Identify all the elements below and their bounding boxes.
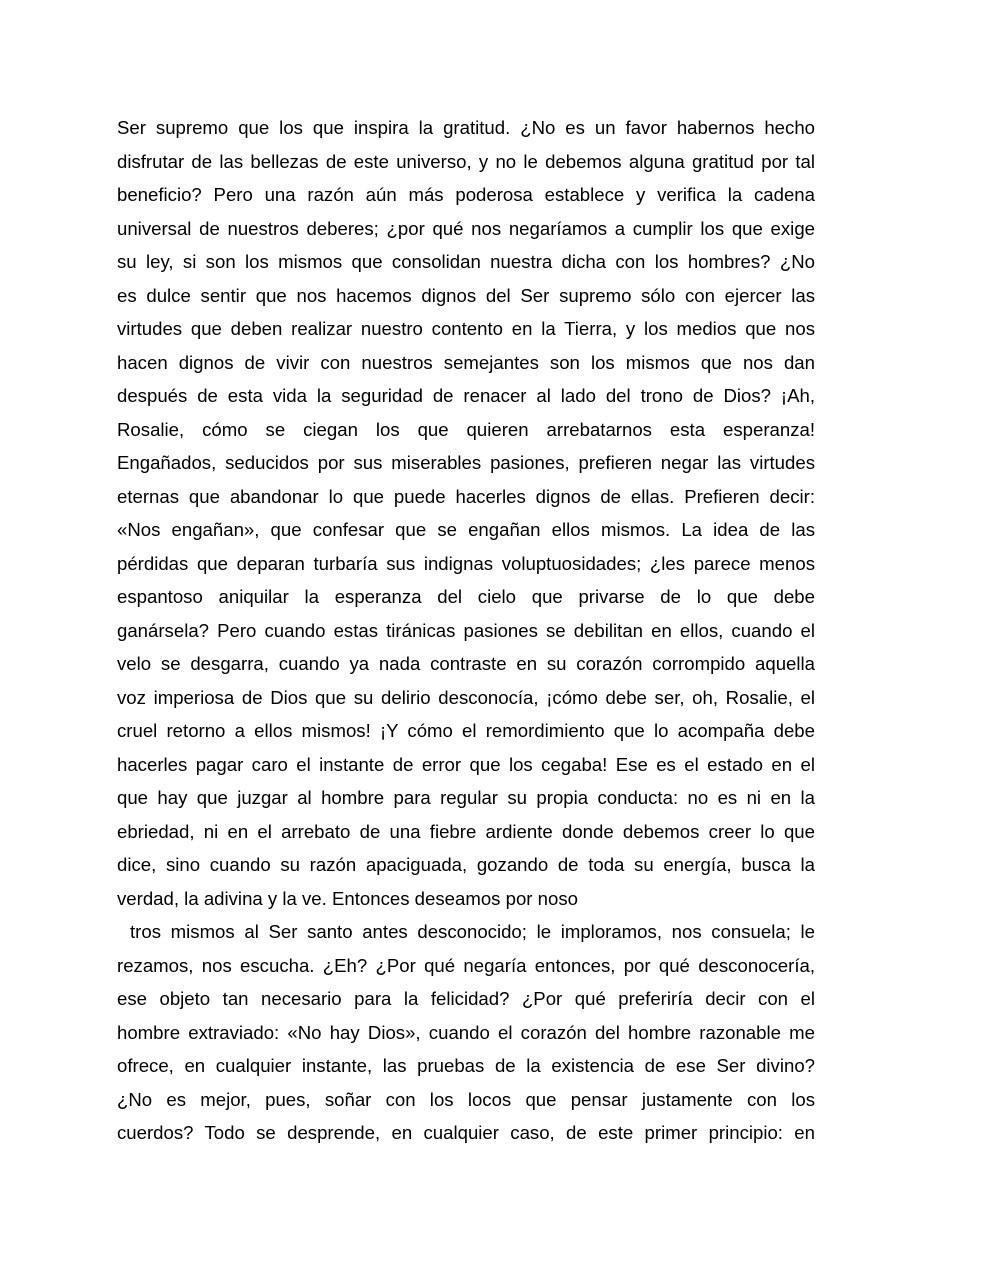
text-line: ¿No es mejor, pues, soñar con los locos que pensar justamente con los xyxy=(117,1088,815,1110)
text-line: universal de nuestros deberes; ¿por qué nos negaríamos a cumplir los que exige xyxy=(117,217,815,239)
text-line: ese objeto tan necesario para la felicidad? ¿Por qué preferiría decir con el xyxy=(117,988,815,1009)
text-line: que hay que juzgar al hombre para regular su propia conducta: no es ni en la xyxy=(117,787,815,808)
text-line: cruel retorno a ellos mismos! ¡Y cómo el remordimiento que lo acompaña debe xyxy=(117,720,815,741)
text-line: hacerles pagar caro el instante de error que los cegaba! Ese es el estado en el xyxy=(117,753,815,775)
text-line: espantoso aniquilar la esperanza del cielo que privarse de lo que debe xyxy=(117,586,815,607)
text-line: eternas que abandonar lo que puede hacerles dignos de ellas. Prefieren decir: xyxy=(117,485,815,507)
text-line: ebriedad, ni en el arrebato de una fiebre ardiente donde debemos creer lo que xyxy=(117,820,815,842)
text-line: es dulce sentir que nos hacemos dignos del Ser supremo sólo con ejercer las xyxy=(117,284,815,306)
text-line: virtudes que deben realizar nuestro contento en la Tierra, y los medios que nos xyxy=(117,318,815,339)
text-line: Rosalie, cómo se ciegan los que quieren arrebatarnos esta esperanza! xyxy=(117,418,815,440)
text-line: rezamos, nos escucha. ¿Eh? ¿Por qué negaría entonces, por qué desconocería, xyxy=(117,954,815,976)
text-line: velo se desgarra, cuando ya nada contraste en su corazón corrompido aquella xyxy=(117,653,815,674)
text-line: cuerdos? Todo se desprende, en cualquier caso, de este primer principio: en xyxy=(117,1122,815,1143)
text-line: disfrutar de las bellezas de este universo, y no le debemos alguna gratitud por tal xyxy=(117,150,815,172)
body-text xyxy=(117,111,815,1150)
text-line: voz imperiosa de Dios que su delirio desconocía, ¡cómo debe ser, oh, Rosalie, el xyxy=(117,686,815,708)
text-line: beneficio? Pero una razón aún más poderosa establece y verifica la cadena xyxy=(117,184,815,205)
text-line: hacen dignos de vivir con nuestros semejantes son los mismos que nos dan xyxy=(117,351,815,373)
text-line: verdad, la adivina y la ve. Entonces deseamos por noso xyxy=(117,887,578,909)
text-line: después de esta vida la seguridad de renacer al lado del trono de Dios? ¡Ah, xyxy=(117,385,815,406)
text-line: Engañados, seducidos por sus miserables pasiones, prefieren negar las virtudes xyxy=(117,452,815,473)
text-line: hombre extraviado: «No hay Dios», cuando el corazón del hombre razonable me xyxy=(117,1021,815,1043)
text-line: Ser supremo que los que inspira la gratitud. ¿No es un favor habernos hecho xyxy=(117,117,815,138)
text-line: dice, sino cuando su razón apaciguada, gozando de toda su energía, busca la xyxy=(117,854,815,875)
text-line: tros mismos al Ser santo antes desconocido; le imploramos, nos consuela; le xyxy=(130,921,815,942)
text-line: ganársela? Pero cuando estas tiránicas pasiones se debilitan en ellos, cuando el xyxy=(117,619,815,641)
text-line: ofrece, en cualquier instante, las pruebas de la existencia de ese Ser divino? xyxy=(117,1055,815,1076)
text-line: pérdidas que deparan turbaría sus indignas voluptuosidades; ¿les parece menos xyxy=(117,552,815,574)
text-line: su ley, si son los mismos que consolidan nuestra dicha con los hombres? ¿No xyxy=(117,251,815,272)
text-line: «Nos engañan», que confesar que se engañan ellos mismos. La idea de las xyxy=(117,519,815,540)
